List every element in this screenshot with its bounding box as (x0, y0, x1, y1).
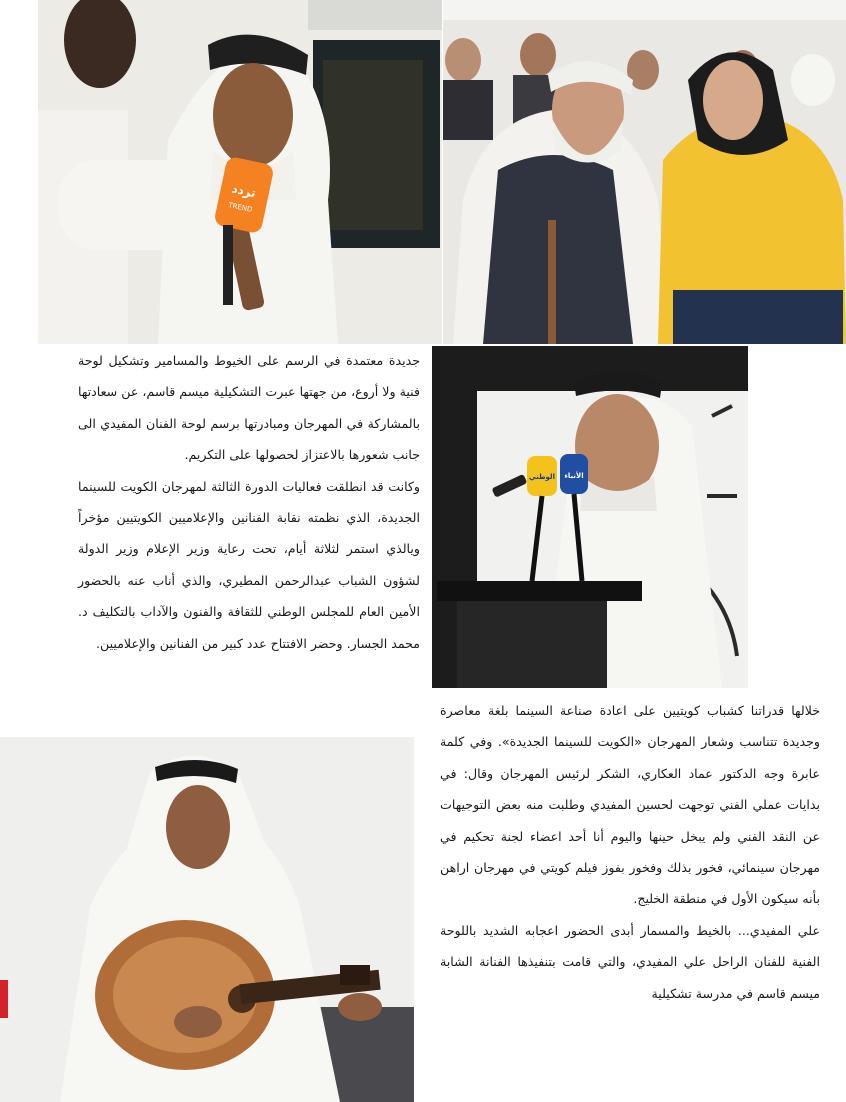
article-paragraph: وكانت قد انطلقت فعاليات الدورة الثالثة لمهرجان الكويت للسينما الجديدة، الذي نظمته نقابة الفنانين والإعلاميين الكويتيين مؤخراً ويالذي استمر لثلاثة أيام، تحت رعاية وزير الإعلام وزير الدولة لشؤون الشباب عبدالرحمن المطيري، والذي أناب عنه بالحضور الأمين العام للمجلس الوطني للثقافة والفنون والآداب بالتكليف د. محمد الجسار. وحضر الافتتاح عدد كبير من الفنانين والإعلاميين. (78, 478, 420, 651)
photo-audience (443, 0, 846, 344)
mic-logo-latin: TREND (227, 201, 253, 214)
photo-interview (38, 0, 442, 344)
photo-oud-player (0, 737, 414, 1102)
mic-logo-2: الأنباء (564, 472, 584, 480)
mic-logo-1: الوطني (529, 473, 555, 481)
article-paragraph: جديدة معتمدة في الرسم على الخيوط والمسامير وتشكيل لوحة فنية ولا أروع، من جهتها عبرت التشكيلية ميسم قاسم، عن سعادتها بالمشاركة في المهرجان ومبادرتها برسم لوحة الفنان المفيدي الى جانب شعورها بالاعتزاز لحصولها على التكريم. (78, 353, 420, 463)
photo-podium (432, 346, 748, 688)
mic-logo-arabic: تردد (230, 181, 258, 201)
article-column-right (78, 345, 420, 659)
article-paragraph: خلالها قدراتنا كشباب كويتيين على اعادة صناعة السينما بلغة معاصرة وجديدة تتناسب وشعار المهرجان «الكويت للسينما الجديدة». وفي كلمة عابرة وجه الدكتور عماد العكاري، الشكر لرئيس المهرجان وقال: في بدايات عملي الفني توجهت لحسين المفيدي وطلبت منه بعض التوجيهات عن النقد الفني ولم يبخل حينها واليوم أنا أحد اعضاء لجنة تحكيم في مهرجان سينمائي، فخور بذلك وفخور بفوز فيلم كويتي في مهرجان اراهن بأنه سيكون الأول في منطقة الخليج. (440, 703, 820, 907)
page-edge-marker (0, 980, 8, 1018)
article-column-left (440, 695, 820, 1009)
article-paragraph: علي المفيدي... بالخيط والمسمار أبدى الحضور اعجابه الشديد باللوحة الفنية للفنان الراحل علي المفيدي، والتي قامت بتنفيذها الفنانة الشابة ميسم قاسم في مدرسة تشكيلية (440, 922, 820, 1001)
